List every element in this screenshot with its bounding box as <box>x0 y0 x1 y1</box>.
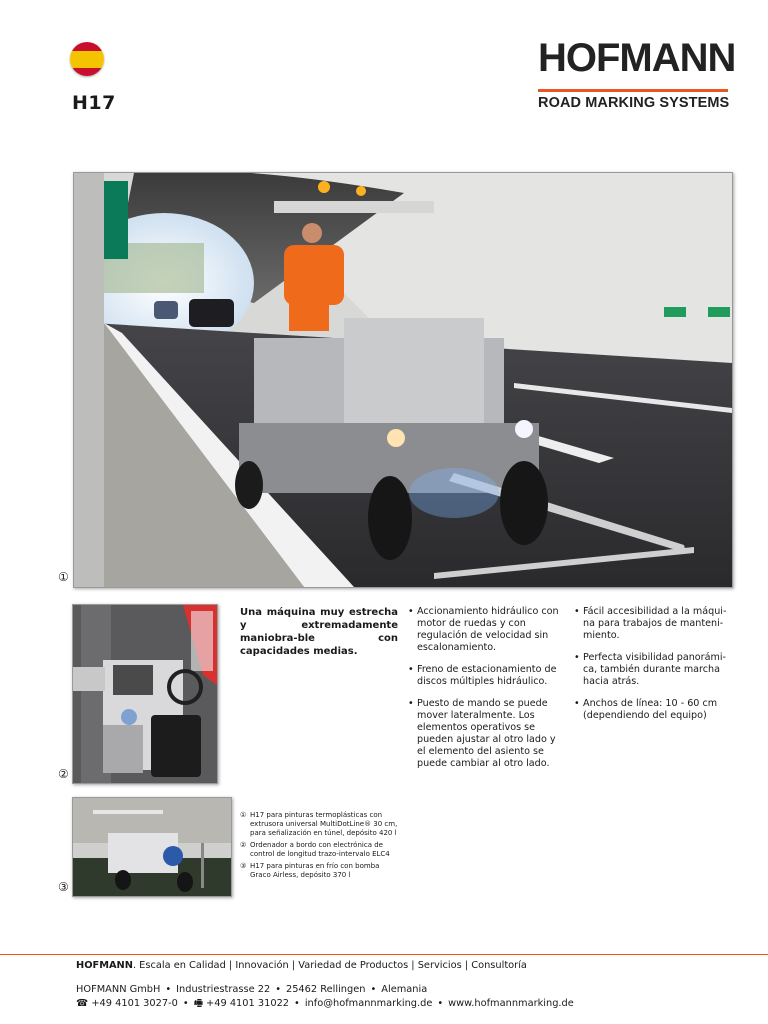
features-column-2 <box>574 606 730 732</box>
phone-icon: ☎ <box>76 998 89 1009</box>
features-column-1 <box>408 606 560 780</box>
tunnel-scene <box>74 173 732 587</box>
figure-number-1: ① <box>58 570 69 584</box>
photo-machine-cold-paint <box>72 797 232 897</box>
caption-3: ③ H17 para pinturas en frío con bomba Graco Airless, depósito 370 l <box>240 862 380 879</box>
fax-icon: 🖷 <box>193 998 203 1009</box>
feature-item: • Fácil accesibilidad a la máqui-na para trabajos de manteni-miento. <box>574 606 730 642</box>
figure-number-2: ② <box>58 767 69 781</box>
feature-item: • Anchos de línea: 10 - 60 cm (dependiendo del equipo) <box>574 698 730 722</box>
footer-address: HOFMANN GmbH • Industriestrasse 22 • 25462 Rellingen • Alemania <box>76 984 428 995</box>
spain-flag-icon <box>70 42 104 76</box>
phone-number: +49 4101 3027-0 <box>91 998 178 1009</box>
feature-item: • Accionamiento hidráulico con motor de ruedas y con regulación de velocidad sin escalonamiento. <box>408 606 560 654</box>
brand-underline <box>538 89 728 92</box>
feature-item: • Puesto de mando se puede mover lateralmente. Los elementos operativos se pueden ajustar al otro lado y el elemento del asiento se puede cambiar al otro lado. <box>408 698 560 770</box>
caption-1: ① H17 para pinturas termoplásticas con extrusora universal MultiDotLine® 30 cm, para señalización en túnel, depósito 420 l <box>240 811 398 837</box>
photo-control-panel-top-view <box>72 604 218 784</box>
footer-tagline-text: . Escala en Calidad | Innovación | Variedad de Productos | Servicios | Consultoría <box>132 960 527 971</box>
feature-item: • Perfecta visibilidad panorámi-ca, también durante marcha hacia atrás. <box>574 652 730 688</box>
top-view-scene <box>73 605 217 783</box>
footer-tagline <box>76 960 527 971</box>
main-photo-machine-in-tunnel <box>73 172 733 588</box>
figure-captions <box>240 811 400 883</box>
footer-brand: HOFMANN <box>76 960 133 971</box>
footer-contact: ☎ +49 4101 3027-0 • 🖷 +49 4101 31022 • info@hofmannmarking.de • www.hofmannmarking.de <box>76 998 574 1009</box>
feature-item: • Freno de estacionamiento de discos múltiples hidráulico. <box>408 664 560 688</box>
figure-number-3: ③ <box>58 880 69 894</box>
footer-divider <box>0 954 768 955</box>
page-title: H17 <box>72 92 116 114</box>
caption-2: ② Ordenador a bordo con electrónica de control de longitud trazo-intervalo ELC4 <box>240 841 390 858</box>
brand-name: HOFMANN <box>538 36 736 80</box>
intro-text: Una máquina muy estrecha y extremadamente maniobra-ble con capacidades medias. <box>240 607 398 657</box>
brand-tagline: ROAD MARKING SYSTEMS <box>538 95 730 111</box>
cold-paint-scene <box>73 798 231 896</box>
website-link[interactable]: www.hofmannmarking.de <box>448 998 574 1009</box>
brand-logo <box>538 38 735 78</box>
email-link[interactable]: info@hofmannmarking.de <box>304 998 433 1009</box>
fax-number: +49 4101 31022 <box>206 998 290 1009</box>
